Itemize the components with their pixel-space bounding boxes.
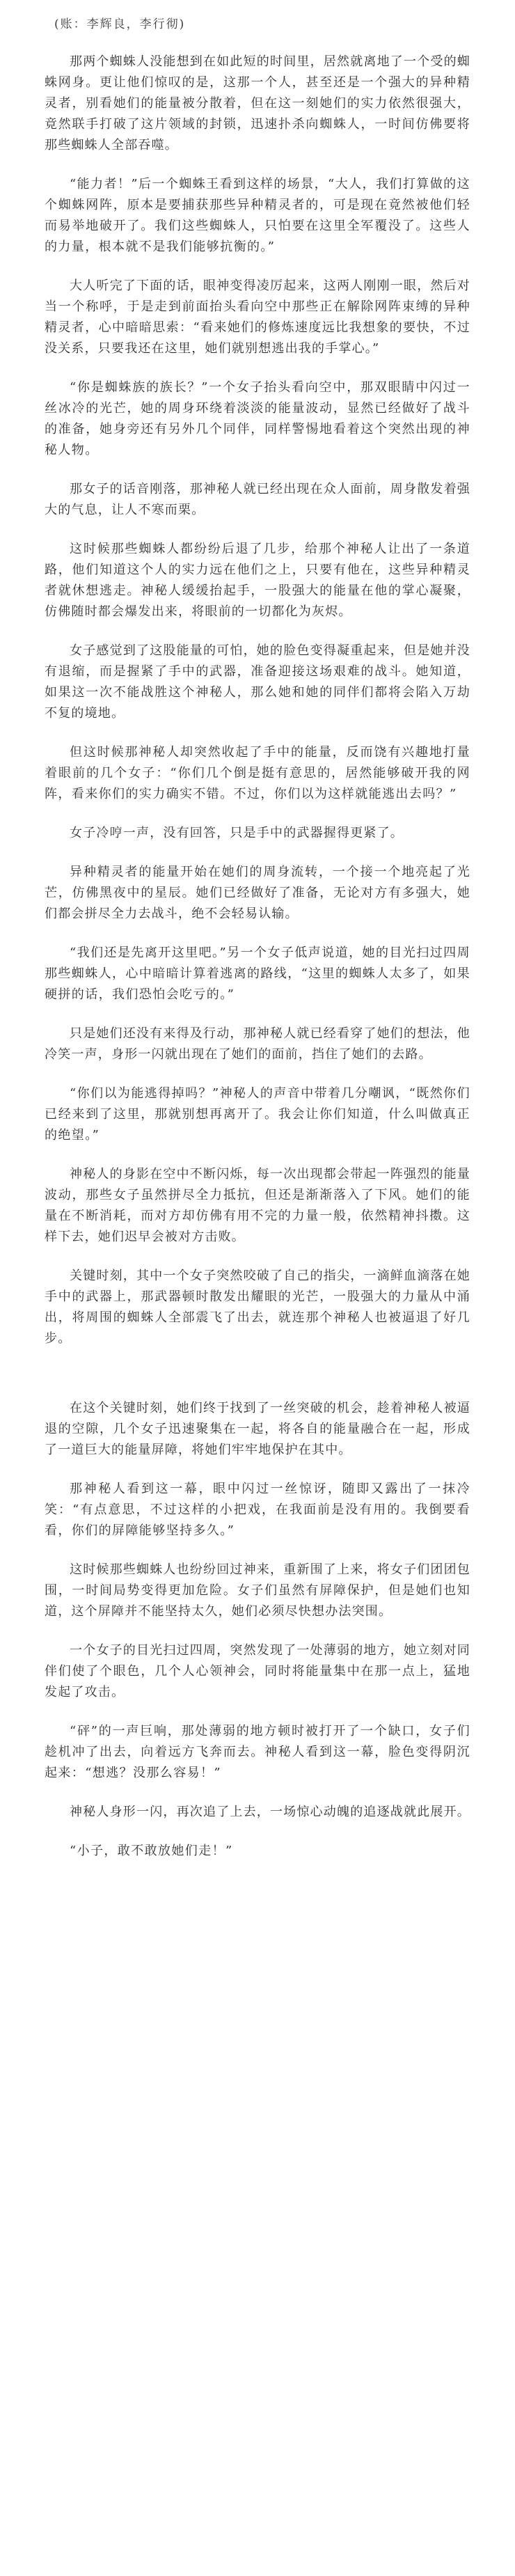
paragraph-11: “我们还是先离开这里吧。”另一个女子低声说道，她的目光扫过四周那些蜘蛛人，心中暗暗计算着逃离的路线，“这里的蜘蛛人太多了，如果硬拼的话，我们恐怕会吃亏的。” — [45, 945, 470, 1002]
paragraph-10: 异种精灵者的能量开始在她们的周身流转，一个接一个地亮起了光芒，仿佛黑夜中的星辰。她们已经做好了准备，无论对方有多强大，她们都会拼尽全力去战斗，绝不会轻易认输。 — [45, 865, 470, 921]
paragraph-19: 一个女子的目光扫过四周，突然发现了一处薄弱的地方，她立刻对同伴们使了个眼色，几个人心领神会，同时将能量集中在那一点上，猛地发起了攻击。 — [45, 1643, 470, 1699]
paragraph-3: 大人听完了下面的话，眼神变得凌厉起来，这两人刚刚一眼，然后对当一个称呼，于是走到前面抬头看向空中那些正在解除网阵束缚的异种精灵者，心中暗暗思索：“看来她们的修炼速度远比我想象的要快，不过没关系，只要我还在这里，她们就别想逃出我的手掌心。” — [45, 278, 470, 356]
paragraph-22: “小子，敢不敢放她们走！” — [70, 1844, 233, 1858]
paragraph-16: 在这个关键时刻，她们终于找到了一丝突破的机会，趁着神秘人被逼退的空隙，几个女子迅速聚集在一起，将各自的能量融合在一起，形成了一道巨大的能量屏障，将她们牢牢地保护在其中。 — [45, 1401, 470, 1457]
paragraph-2: “能力者！”后一个蜘蛛王看到这样的场景，“大人，我们打算做的这个蜘蛛网阵，原本是要捕获那些异种精灵者的，可是现在竟然被他们轻而易举地破开了。我们这些蜘蛛人，只怕要在这里全军覆没了。这些人的力量，根本就不是我们能够抗衡的。” — [45, 177, 470, 254]
paragraph-9: 女子冷哼一声，没有回答，只是手中的武器握得更紧了。 — [70, 826, 404, 840]
paragraph-4: “你是蜘蛛族的族长？”一个女子抬头看向空中，那双眼睛中闪过一丝冰冷的光芒，她的周身环绕着淡淡的能量波动，显然已经做好了战斗的准备，她身旁还有另外几个同伴，同样警惕地看着这个突然出现的神秘人物。 — [45, 380, 470, 457]
author-credit: (账：李辉良，李行彻) — [54, 17, 186, 31]
paragraph-13: “你们以为能逃得掉吗？”神秘人的声音中带着几分嘲讽，“既然你们已经来到了这里，那就别想再离开了。我会让你们知道，什么叫做真正的绝望。” — [45, 1086, 470, 1142]
paragraph-12: 只是她们还没有来得及行动，那神秘人就已经看穿了她们的想法，他冷笑一声，身形一闪就出现在了她们的面前，挡住了她们的去路。 — [45, 1026, 470, 1062]
paragraph-20: “砰”的一声巨响，那处薄弱的地方顿时被打开了一个缺口，女子们趁机冲了出去，向着远方飞奔而去。神秘人看到这一幕，脸色变得阴沉起来：“想逃？没那么容易！” — [45, 1724, 470, 1780]
paragraph-17: 那神秘人看到这一幕，眼中闪过一丝惊讶，随即又露出了一抹冷笑：“有点意思，不过这样的小把戏，在我面前是没有用的。我倒要看看，你们的屏障能够坚持多久。” — [45, 1482, 470, 1538]
paragraph-6: 这时候那些蜘蛛人都纷纷后退了几步，给那个神秘人让出了一条道路，他们知道这个人的实力远在他们之上，只要有他在，这些异种精灵者就休想逃走。神秘人缓缓抬起手，一股强大的能量在他的掌心凝聚，仿佛随时都会爆发出来，将眼前的一切都化为灰烬。 — [45, 542, 470, 619]
paragraph-7: 女子感觉到了这股能量的可怕，她的脸色变得凝重起来，但是她并没有退缩，而是握紧了手中的武器，准备迎接这场艰难的战斗。她知道，如果这一次不能战胜这个神秘人，那么她和她的同伴们都将会陷入万劫不复的境地。 — [45, 643, 470, 721]
paragraph-18: 这时候那些蜘蛛人也纷纷回过神来，重新围了上来，将女子们团团包围，一时间局势变得更加危险。女子们虽然有屏障保护，但是她们也知道，这个屏障并不能坚持太久，她们必须尽快想办法突围。 — [45, 1562, 470, 1619]
paragraph-21: 神秘人身形一闪，再次追了上去，一场惊心动魄的追逐战就此展开。 — [70, 1805, 470, 1819]
paragraph-8: 但这时候那神秘人却突然收起了手中的能量，反而饶有兴趣地打量着眼前的几个女子：“你们几个倒是挺有意思的，居然能够破开我的网阵，看来你们的实力确实不错。不过，你们以为这样就能逃出去吗？” — [45, 745, 470, 801]
paragraph-5: 那女子的话音刚落，那神秘人就已经出现在众人面前，周身散发着强大的气息，让人不寒而栗。 — [45, 482, 470, 517]
paragraph-15: 关键时刻，其中一个女子突然咬破了自己的指尖，一滴鲜血滴落在她手中的武器上，那武器顿时散发出耀眼的光芒，一股强大的力量从中涌出，将周围的蜘蛛人全部震飞了出去，就连那个神秘人也被逼退了好几步。 — [45, 1269, 470, 1346]
paragraph-14: 神秘人的身影在空中不断闪烁，每一次出现都会带起一阵强烈的能量波动，那些女子虽然拼尽全力抵抗，但还是渐渐落入了下风。她们的能量在不断消耗，而对方却仿佛有用不完的力量一般，依然精神抖擞。这样下去，她们迟早会被对方击败。 — [45, 1167, 470, 1244]
paragraph-1: 那两个蜘蛛人没能想到在如此短的时间里，居然就离地了一个受的蜘蛛网身。更让他们惊叹的是，这那一个人，甚至还是一个强大的异种精灵者，别看她们的能量被分散着，但在这一刻她们的实力依然很强大，竟然联手打破了这片领域的封锁，迅速扑杀向蜘蛛人，一时间仿佛要将那些蜘蛛人全部吞噬。 — [45, 54, 470, 152]
